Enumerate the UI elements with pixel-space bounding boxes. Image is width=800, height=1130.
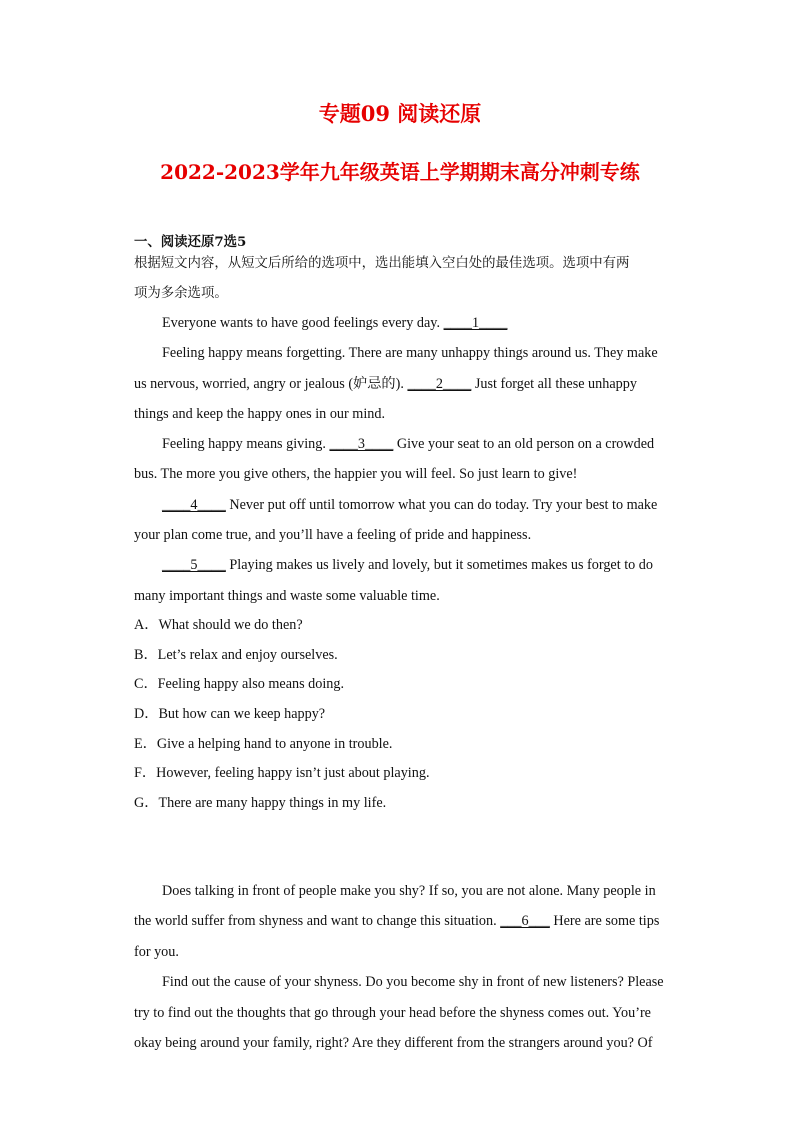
option-text: But how can we keep happy? (158, 706, 326, 722)
option-d[interactable] (134, 705, 694, 723)
passage-text: the world suffer from shyness and want to change this situation. (134, 913, 501, 929)
passage1-line-2: Feeling happy means forgetting. There are many unhappy things around us. They make (162, 345, 658, 361)
passage1-line-8: your plan come true, and you’ll have a feeling of pride and happiness. (134, 527, 532, 543)
option-b[interactable] (134, 646, 694, 664)
option-text: Feeling happy also means doing. (157, 676, 345, 692)
passage-text: Never put off until tomorrow what you can do today. Try your best to make (225, 497, 658, 513)
option-letter: D． (134, 706, 159, 722)
passage1-line-10: many important things and waste some valuable time. (134, 588, 440, 604)
passage2-line-5: try to find out the thoughts that go through your head before the shyness comes out. You’re (134, 1005, 651, 1021)
option-a[interactable] (134, 616, 694, 634)
option-letter: C． (134, 676, 158, 692)
blank-1[interactable]: ____1____ (443, 315, 508, 331)
passage1-line-3 (134, 375, 694, 393)
passage-text: us nervous, worried, angry or jealous (妒忌的). (134, 376, 408, 392)
passage2-line-6: okay being around your family, right? Are they different from the strangers around you? Of (134, 1035, 653, 1051)
instruction-line-1: 根据短文内容，从短文后所给的选项中，选出能填入空白处的最佳选项。选项中有两 (134, 256, 630, 271)
option-letter: G． (134, 795, 159, 811)
blank-2[interactable]: ____2____ (407, 376, 472, 392)
option-f[interactable] (134, 764, 694, 782)
passage-text: Playing makes us lively and lovely, but it sometimes makes us forget to do (225, 557, 653, 573)
passage1-line-4: things and keep the happy ones in our mind. (134, 406, 385, 422)
option-text: There are many happy things in my life. (158, 795, 387, 811)
passage2-line-1: Does talking in front of people make you shy? If so, you are not alone. Many people in (162, 883, 656, 899)
passage1-line-1 (162, 314, 722, 332)
option-text: Let’s relax and enjoy ourselves. (157, 647, 338, 663)
option-letter: A． (134, 617, 159, 633)
option-text: However, feeling happy isn’t just about playing. (156, 765, 430, 781)
option-text: What should we do then? (158, 617, 303, 633)
passage-text: Give your seat to an old person on a crowded (393, 436, 655, 452)
passage2-line-2 (134, 912, 694, 930)
blank-6[interactable]: ___6___ (500, 913, 550, 929)
option-e[interactable] (134, 735, 694, 753)
option-c[interactable] (134, 675, 694, 693)
passage-text: Feeling happy means giving. (162, 436, 330, 452)
blank-5[interactable]: ____5____ (162, 557, 226, 573)
page-title: 专题09 阅读还原 (318, 101, 482, 126)
blank-3[interactable]: ____3____ (329, 436, 394, 452)
passage-text: Here are some tips (549, 913, 660, 929)
option-letter: B． (134, 647, 158, 663)
option-text: Give a helping hand to anyone in trouble. (156, 736, 393, 752)
passage1-line-7 (162, 496, 722, 514)
passage1-line-6: bus. The more you give others, the happier you will feel. So just learn to give! (134, 466, 578, 482)
passage1-line-9 (162, 556, 722, 574)
option-g[interactable] (134, 794, 694, 812)
passage-text: Just forget all these unhappy (471, 376, 637, 392)
blank-4[interactable]: ____4____ (162, 497, 226, 513)
passage-text: Everyone wants to have good feelings every day. (162, 315, 444, 331)
option-letter: E． (134, 736, 157, 752)
section-heading: 一、阅读还原7选5 (134, 234, 247, 250)
option-letter: F． (134, 765, 157, 781)
passage2-line-4: Find out the cause of your shyness. Do you become shy in front of new listeners? Please (162, 974, 664, 990)
page-subtitle: 2022-2023学年九年级英语上学期期末高分冲刺专练 (160, 160, 640, 184)
passage2-line-3: for you. (134, 944, 179, 960)
passage1-line-5 (162, 435, 722, 453)
instruction-line-2: 项为多余选项。 (134, 286, 228, 301)
